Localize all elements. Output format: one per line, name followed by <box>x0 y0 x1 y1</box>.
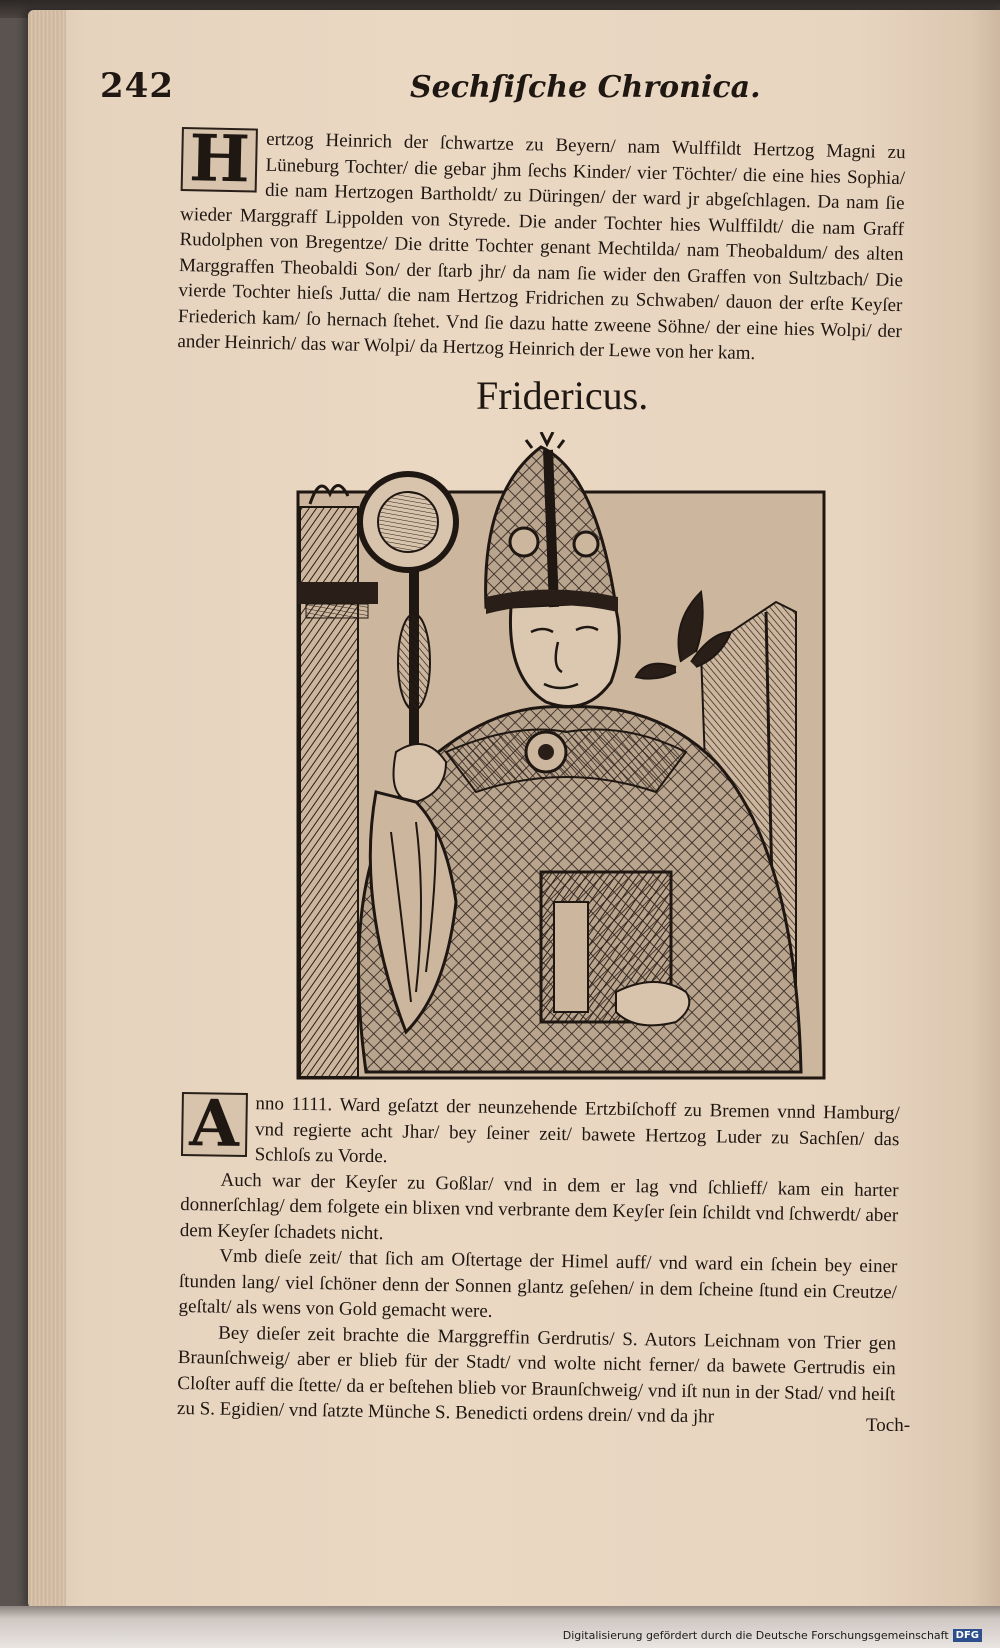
paragraph: Bey dieſer zeit brachte die Marggreffin Gerdrutis/ S. Autors Leichnam von Trier gen Braunſchweig/ aber er blieb für der Stadt/ vnd wolte nicht ferner/ da bawete Gertrudis ein Cloſter auff die ſtette/ da er beſtehen blieb vor Braunſchweig/ vnd iſt nun in der Stad/ vnd heiſt zu S. Egidien/ vnd ſatzte Münche S. Benedicti ordens drein/ vnd da jhr <box>176 1322 897 1428</box>
page-number: 242 <box>100 66 174 106</box>
text-section-2 <box>176 1086 900 1433</box>
text-section-1 <box>177 121 906 370</box>
paragraph: nno 1111. Ward geſatzt der neunzehende Ertzbiſchoff zu Bremen vnnd Hamburg/ vnd regierte acht Jhar/ bey ſeiner zeit/ bawete Hertzog Luder zu Sachſen/ das Schloſs zu Vorde. <box>254 1093 900 1168</box>
initial-letter-a: A <box>181 1092 248 1157</box>
woodcut-illustration <box>296 432 828 1080</box>
dfg-logo: DFG <box>953 1629 982 1642</box>
portrait-caption: Fridericus. <box>476 373 649 418</box>
paragraph: ertzog Heinrich der ſchwartze zu Beyern/ nam Wulffildt Hertzog Magni zu Lüneburg Tochter/ die gebar jhm ſechs Kinder/ vier Töchter/ die eine hies Sophia/ die nam Hertzogen Bartholdt/ zu Düringen/ der ward jr abgeſchlagen. Da nam ſie wieder Marggraff Lippolden von Styrede. Die ander Tochter hies Wulffildt/ die nam Graff Rudolphen von Bregentze/ Die dritte Tochter genant Mechtilda/ nam Theobaldum/ des alten Marggraffen Theobaldi Son/ der ſtarb jhr/ da nam ſie wider den Graffen von Sultzbach/ Die vierde Tochter hieſs Jutta/ die nam Hertzog Fridrichen zu Schwaben/ dauon der erſte Keyſer Friederich kam/ ſo hernach ſtehet. Vnd ſie dazu hatte zweene Söhne/ der eine hies Wolpi/ der ander Heinrich/ das war Wolpi/ da Hertzog Heinrich der Lewe von her kam. <box>177 128 906 365</box>
paragraph: Auch war der Keyſer zu Goßlar/ vnd in dem er lag vnd ſchlieff/ kam ein harter donnerſchlag/ dem folgete ein blixen vnd verbrante dem Keyſer ſein ſchildt vnd ſchwerdt/ aber dem Keyſer ſchadets nicht. <box>179 1169 899 1244</box>
credit-text: Digitalisierung gefördert durch die Deutsche Forschungsgemeinschaft <box>562 1629 949 1642</box>
catchword: Toch- <box>866 1415 911 1436</box>
initial-letter-h: H <box>181 127 259 193</box>
paragraph: Vmb dieſe zeit/ that ſich am Oſtertage der Himel auff/ vnd ward ein ſchein bey einer ſtunden lang/ viel ſchöner denn der Sonnen glantz geſehen/ in dem ſcheine ſtund ein Creutze/ geſtalt/ als wens von Gold gemacht were. <box>178 1245 898 1322</box>
running-head: Sechſiſche Chronica. <box>410 70 761 105</box>
page-edges <box>28 10 66 1610</box>
digitization-credit <box>563 1629 982 1642</box>
